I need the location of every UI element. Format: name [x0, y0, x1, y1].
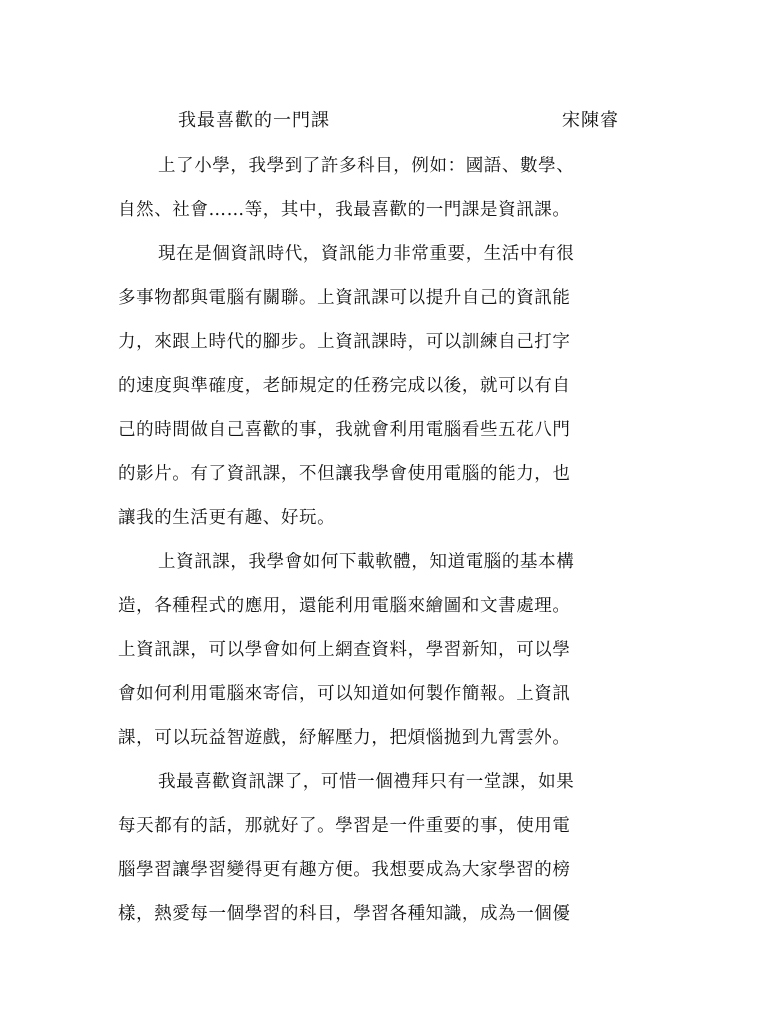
text-line: 上了小學，我學到了許多科目，例如：國語、數學、 [158, 156, 575, 176]
text-line: 造，各種程式的應用，還能利用電腦來繪圖和文書處理。 [118, 596, 571, 616]
text-line: 多事物都與電腦有關聯。上資訊課可以提升自己的資訊能 [118, 288, 571, 308]
text-line: 的影片。有了資訊課，不但讓我學會使用電腦的能力，也 [118, 464, 571, 484]
text-line: 讓我的生活更有趣、好玩。 [118, 508, 336, 528]
text-line: 上資訊課，我學會如何下載軟體，知道電腦的基本構 [158, 552, 575, 572]
text-line: 腦學習讓學習變得更有趣方便。我想要成為大家學習的榜 [118, 860, 571, 880]
text-line: 上資訊課，可以學會如何上網查資料，學習新知，可以學 [118, 640, 571, 660]
text-line: 己的時間做自己喜歡的事，我就會利用電腦看些五花八門 [118, 420, 571, 440]
text-line: 會如何利用電腦來寄信，可以知道如何製作簡報。上資訊 [118, 684, 571, 704]
text-line: 的速度與準確度，老師規定的任務完成以後，就可以有自 [118, 376, 571, 396]
text-line: 每天都有的話，那就好了。學習是一件重要的事，使用電 [118, 816, 571, 836]
text-line: 現在是個資訊時代，資訊能力非常重要，生活中有很 [158, 244, 575, 264]
text-line: 力，來跟上時代的腳步。上資訊課時，可以訓練自己打字 [118, 332, 571, 352]
text-line: 我最喜歡資訊課了，可惜一個禮拜只有一堂課，如果 [158, 772, 575, 792]
text-line: 自然、社會……等，其中，我最喜歡的一門課是資訊課。 [118, 200, 571, 220]
text-line: 樣，熱愛每一個學習的科目，學習各種知識，成為一個優 [118, 904, 571, 924]
essay-body [118, 148, 640, 940]
author-name: 宋陳睿 [562, 110, 619, 131]
title-row [0, 106, 768, 136]
text-line: 課，可以玩益智遊戲，紓解壓力，把煩惱拋到九霄雲外。 [118, 728, 571, 748]
essay-title: 我最喜歡的一門課 [178, 110, 330, 131]
